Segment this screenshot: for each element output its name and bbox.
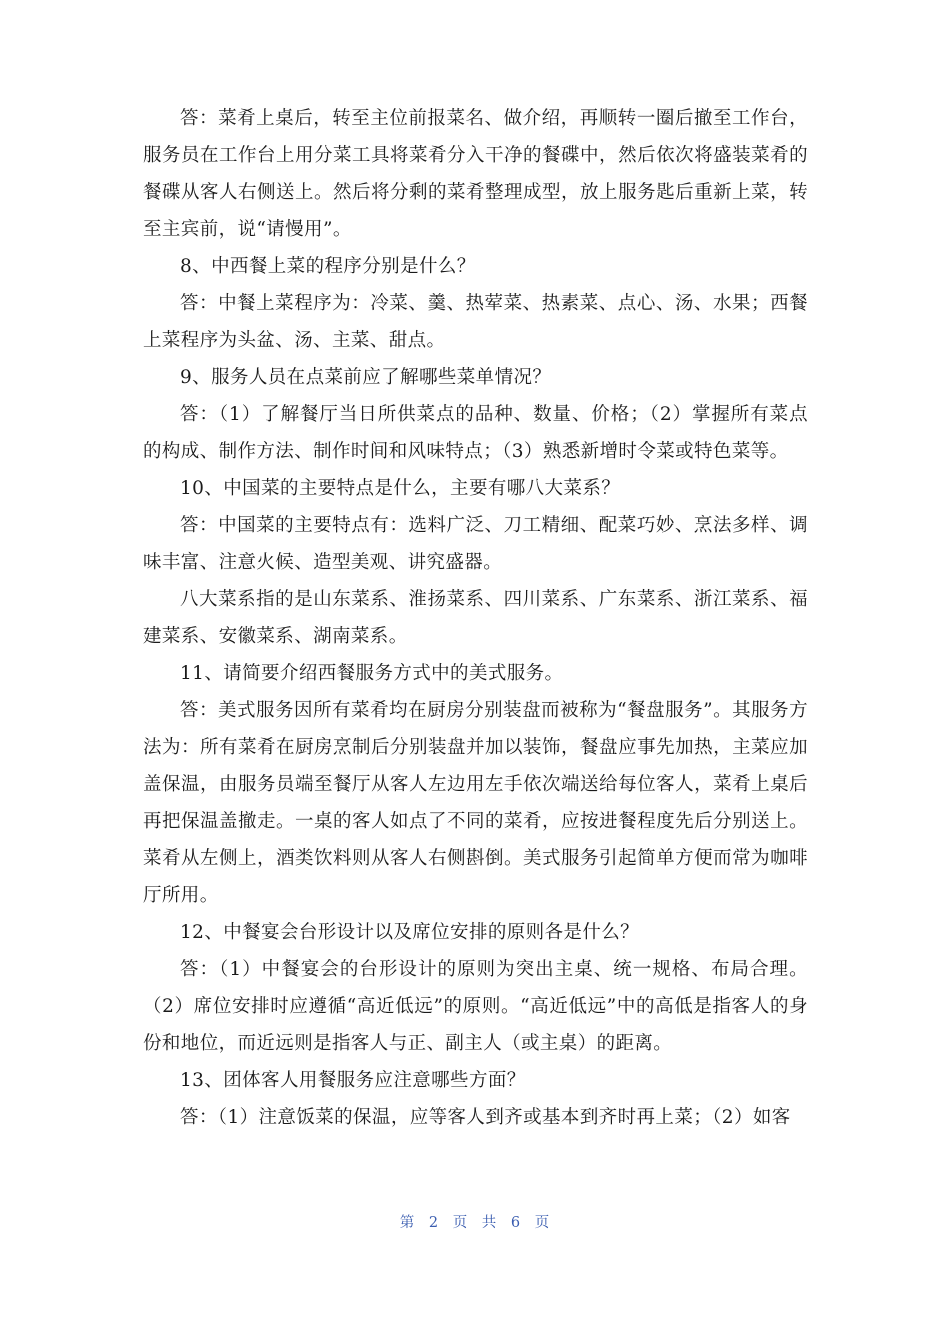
- paragraph-answer-7: 答：菜肴上桌后，转至主位前报菜名、做介绍，再顺转一圈后撤至工作台，服务员在工作台上用分菜工具将菜肴分入干净的餐碟中，然后依次将盛装菜肴的餐碟从客人右侧送上。然后将分剩的菜肴整理成型，放上服务匙后重新上菜，转至主宾前，说“请慢用”。: [143, 108, 808, 240]
- question-8: 8、中西餐上菜的程序分别是什么？: [180, 256, 476, 277]
- question-13: 13、团体客人用餐服务应注意哪些方面？: [180, 1070, 526, 1091]
- paragraph-answer-9: 答：（1）了解餐厅当日所供菜点的品种、数量、价格；（2）掌握所有菜点的构成、制作方法、制作时间和风味特点；（3）熟悉新增时令菜或特色菜等。: [143, 404, 808, 462]
- question-10: 10、中国菜的主要特点是什么，主要有哪八大菜系？: [180, 478, 621, 499]
- question-9: 9、服务人员在点菜前应了解哪些菜单情况？: [180, 367, 552, 388]
- document-body: [143, 100, 808, 1136]
- page-footer: 第 2 页 共 6 页: [399, 1215, 551, 1231]
- question-12: 12、中餐宴会台形设计以及席位安排的原则各是什么？: [180, 922, 640, 943]
- paragraph-answer-11: 答：美式服务因所有菜肴均在厨房分别装盘而被称为“餐盘服务”。其服务方法为：所有菜肴在厨房烹制后分别装盘并加以装饰，餐盘应事先加热，主菜应加盖保温，由服务员端至餐厅从客人左边用左手依次端送给每位客人，菜肴上桌后再把保温盖撤走。一桌的客人如点了不同的菜肴，应按进餐程度先后分别送上。菜肴从左侧上，酒类饮料则从客人右侧斟倒。美式服务引起简单方便而常为咖啡厅所用。: [143, 700, 808, 906]
- paragraph-answer-12: 答：（1）中餐宴会的台形设计的原则为突出主桌、统一规格、布局合理。（2）席位安排时应遵循“高近低远”的原则。“高近低远”中的高低是指客人的身份和地位，而近远则是指客人与正、副主人（或主桌）的距离。: [143, 959, 808, 1054]
- paragraph-answer-13: 答：（1）注意饭菜的保温，应等客人到齐或基本到齐时再上菜；（2）如客: [180, 1107, 791, 1128]
- paragraph-answer-8: 答：中餐上菜程序为：冷菜、羹、热荤菜、热素菜、点心、汤、水果；西餐上菜程序为头盆、汤、主菜、甜点。: [143, 293, 808, 351]
- question-11: 11、请简要介绍西餐服务方式中的美式服务。: [180, 663, 564, 684]
- paragraph-answer-10: 答：中国菜的主要特点有：选料广泛、刀工精细、配菜巧妙、烹法多样、调味丰富、注意火候、造型美观、讲究盛器。: [143, 515, 808, 573]
- paragraph-answer-10-cuisines: 八大菜系指的是山东菜系、淮扬菜系、四川菜系、广东菜系、浙江菜系、福建菜系、安徽菜系、湖南菜系。: [143, 589, 808, 647]
